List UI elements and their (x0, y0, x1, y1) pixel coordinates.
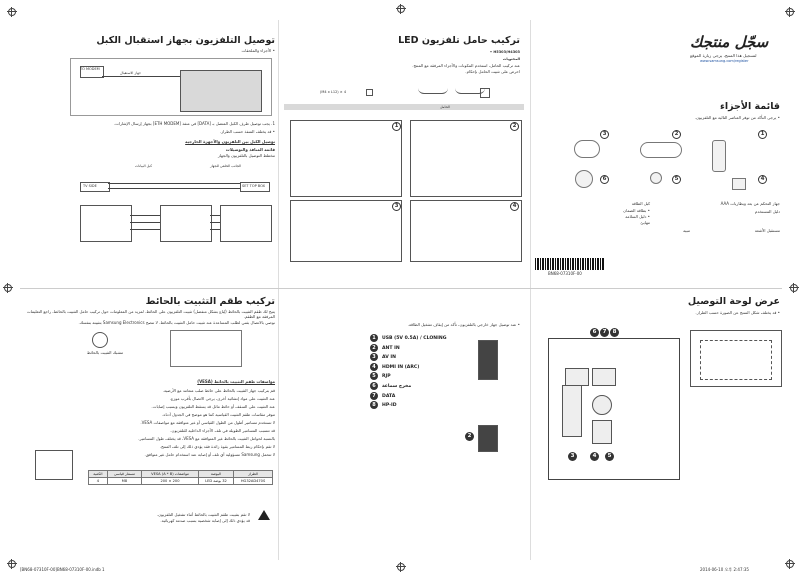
accessory-item: • بطاقة الضمان (623, 208, 650, 213)
port-name: USB (5V 0.5A) / CLONING (382, 336, 447, 341)
cable-label: الجانب الخلفي للجهاز (210, 164, 241, 168)
pin-wire (130, 215, 160, 216)
pc-subhead: توصيل الكبل بين التلفزيون والأجهزة الخارجية (185, 139, 275, 144)
stand-leg-icon (455, 88, 485, 94)
wall-bullet: لا تقم بإحكام ربط المسامير بقوة زائدة فقد يؤدي ذلك إلى تلف المنتج. (159, 444, 275, 449)
stand-bar-label: الحامل (440, 105, 450, 109)
screw-pack-icon (366, 89, 373, 96)
vesa-cell: 32 بوصة LED (198, 478, 233, 485)
pc-step: 1. يجب توصيل طرف الكبل المتصل بـ [DATA] في منفذ [ETH MODEM] بجهاز إرسال الإشارات. (113, 121, 275, 126)
pin-table (80, 205, 132, 242)
pc-subhead: قائمة المنافذ والتوصيلات (225, 147, 275, 152)
port-name: AV IN (382, 355, 396, 361)
step-number: 1 (392, 122, 401, 131)
vesa-cell: 200 × 200 (142, 478, 199, 485)
wall-bullet: عند التثبيت على مواد إنشائية أخرى، يرجى الاتصال بأقرب موزع. (169, 396, 275, 401)
callout-number: 8 (610, 328, 619, 337)
footer-right: 2014-06-10 오후 2:47:35 (700, 567, 749, 572)
accessory-item: جهاز التحكم عن بعد وبطاريات AAA (720, 201, 780, 206)
accessories-note: • يرجى التأكد من توفر العناصر التالية مع التلفزيون. (694, 115, 780, 120)
power-cable-icon (640, 142, 682, 158)
callout-number: 6 (590, 328, 599, 337)
cable-label: كبل البيانات (135, 164, 153, 168)
led-model: • H5303/H4303 (489, 50, 520, 54)
vesa-header: مواصفات VESA (A * B) (142, 471, 199, 478)
wall-mount-diagram (170, 330, 242, 367)
port-row (370, 334, 446, 344)
accessory-footer: مستقبل الأشعة (754, 228, 780, 233)
stand-leg-icon (418, 88, 448, 94)
port-name: HP-ID (382, 403, 397, 409)
led-note: احرص على تثبيت الحامل بإحكام. (465, 69, 520, 74)
side-panel-top (478, 340, 498, 380)
footer-left: [BN68-07310F-00]BN68-07310F-00.indb 1 (20, 567, 105, 572)
registration-mark (7, 7, 17, 17)
data-port (565, 368, 589, 386)
accessory-item: • دليل السلامة (625, 214, 650, 219)
barcode (535, 258, 605, 270)
step-number: 3 (392, 202, 401, 211)
register-logo: سجّل منتجك (690, 33, 769, 51)
modem-label: TO MODEM (80, 67, 100, 71)
pin-table (160, 205, 212, 242)
stand-step-diagram (410, 200, 522, 262)
led-note: عند تركيب الحامل، استخدم المكونات والأجزاء المرفقة مع المنتج. (412, 63, 520, 68)
callout-number: 3 (568, 452, 577, 461)
registration-mark (789, 283, 799, 293)
port-num: 5 (370, 372, 378, 380)
port-list (370, 334, 446, 411)
pin-wire (210, 215, 220, 216)
wall-bracket-icon (92, 332, 108, 348)
registration-mark (785, 7, 795, 17)
vesa-cell: HG32AD470S (234, 478, 273, 485)
item-number: 5 (672, 175, 681, 184)
pin-wire (130, 222, 160, 223)
panel-note-2: • عند توصيل جهاز خارجي بالتلفزيون، تأكد من إيقاف تشغيل الطاقة. (407, 322, 520, 327)
registration-mark (7, 559, 17, 569)
vesa-header: الطراز (234, 471, 273, 478)
cable-wire (108, 188, 240, 189)
step-number: 4 (510, 202, 519, 211)
av-in-port (562, 385, 582, 437)
registration-mark (396, 4, 406, 14)
wall-warning: لا تقم بتثبيت طقم التثبيت بالحائط أثناء تشغيل التلفزيون. (156, 512, 250, 517)
pc-step-note: • قد يختلف المنفذ حسب الطراز. (219, 129, 275, 134)
port-row (370, 353, 446, 363)
port-name: RJP (382, 374, 391, 380)
port-name: DATA (382, 393, 396, 399)
item-number: 4 (758, 175, 767, 184)
accessory-item: مهايئ (640, 220, 650, 225)
item-number: 1 (758, 130, 767, 139)
panel-note: • قد يختلف شكل المنتج عن الصورة حسب الطراز. (695, 310, 780, 315)
screws-label: (M4 x L12) × 4 (320, 90, 347, 94)
callout-number: 2 (465, 432, 474, 441)
wall-warning: قد يؤدي ذلك إلى إصابة شخصية بسبب صدمة كهربائية. (160, 518, 250, 523)
pin-wire (210, 222, 220, 223)
ant-in-port (592, 395, 612, 415)
wall-bullet: عند التثبيت على السقف أو حائط مائل قد يسقط التلفزيون ويسبب إصابات. (151, 404, 275, 409)
port-num: 7 (370, 392, 378, 400)
pc-title: توصيل التلفزيون بجهاز استقبال الكبل (96, 35, 275, 46)
vesa-table (88, 470, 273, 485)
fold-line (278, 20, 279, 560)
wall-bracket-label: مشبك التثبيت بالحائط (86, 350, 124, 355)
registration-mark (785, 559, 795, 569)
pin-wire (210, 229, 220, 230)
port-num: 4 (370, 363, 378, 371)
pc-note: • الأجزاء والملحقات (241, 48, 275, 53)
side-panel-bottom (478, 425, 498, 452)
pin-table (220, 205, 272, 242)
hp-id-port (592, 368, 616, 386)
stand-step-diagram (290, 120, 402, 197)
fold-line (530, 20, 531, 560)
accessories-title: قائمة الأجزاء (720, 101, 780, 112)
callout-number: 4 (590, 452, 599, 461)
vesa-cell: M8 (107, 478, 141, 485)
screw-icon (650, 172, 662, 184)
item-number: 3 (600, 130, 609, 139)
adapter-cable-icon (574, 140, 600, 158)
register-line: لتسجيل هذا المنتج، يرجى زيارة الموقع (690, 53, 757, 58)
wall-bullet: لا تتحمل Samsung مسؤولية أي تلف أو إصابة عند استخدام حامل غير متوافق. (144, 452, 275, 457)
barcode-text: BN68-07310F-00 (548, 271, 582, 276)
port-name: HDMI IN (ARC) (382, 364, 420, 370)
ir-receiver-icon (575, 170, 593, 188)
fold-line (20, 288, 782, 289)
stand-bar (284, 104, 524, 110)
vesa-diagram (35, 450, 73, 480)
port-name: ANT IN (382, 345, 400, 351)
item-number: 6 (600, 175, 609, 184)
vesa-header: مسمار قياسي (107, 471, 141, 478)
stand-step-diagram (290, 200, 402, 262)
port-row (370, 382, 446, 392)
tv-rear-panel (700, 340, 772, 380)
accessory-footer: تنبيه (683, 228, 690, 233)
step-number: 2 (510, 122, 519, 131)
registration-mark (396, 562, 406, 572)
port-label: TV SIDE (83, 184, 97, 188)
vesa-header-row (89, 471, 273, 478)
port-row (370, 363, 446, 373)
port-row (370, 392, 446, 402)
wall-paragraph: يتيح لك طقم التثبيت بالحائط (يُباع بشكل منفصل) تثبيت التلفزيون على الحائط. لمزيد من المعلومات حول تركيب حامل التثبيت بالحائط، راجع التعليمات المرفقة مع الطقم. (26, 309, 275, 319)
manual-icon (732, 178, 746, 190)
pc-subhead: مخطط التوصيل بالتلفزيون والجهاز (217, 153, 275, 158)
wall-bullet: قم بتركيب جهاز التثبيت بالحائط على حائط صلب متعامد مع الأرضية. (162, 388, 275, 393)
led-subhead: المحتويات (502, 57, 520, 61)
pin-wire (130, 229, 160, 230)
led-stand-title: تركيب حامل تلفزيون LED (398, 35, 520, 46)
wall-spec-head: مواصفات طقم التثبيت بالحائط (VESA) (197, 379, 275, 384)
tv-back-icon (180, 70, 262, 112)
callout-number: 7 (600, 328, 609, 337)
port-num: 2 (370, 344, 378, 352)
wall-bullet: قد تتسبب المسامير الطويلة في تلف الأجزاء الداخلية للتلفزيون. (170, 428, 275, 433)
port-row (370, 372, 446, 382)
panel-title: عرض لوحة التوصيل (687, 296, 780, 307)
vesa-cell: 4 (89, 478, 108, 485)
vesa-header: الكمية (89, 471, 108, 478)
wall-bullet: بالنسبة لحوامل التثبيت بالحائط غير المتوافقة مع VESA، قد يختلف طول المسامير. (138, 436, 275, 441)
cable-wire (108, 183, 240, 184)
remote-control-icon (712, 140, 726, 172)
item-number: 2 (672, 130, 681, 139)
port-num: 1 (370, 334, 378, 342)
wall-bullet: تتوفر مقاسات طقم التثبيت القياسية كما هو موضح في الجدول أدناه. (162, 412, 275, 417)
device-label: جهاز الاستقبال (120, 71, 142, 75)
port-num: 3 (370, 353, 378, 361)
hdmi-port (592, 420, 612, 444)
register-url[interactable]: www.samsung.com/register (700, 59, 749, 63)
port-row (370, 344, 446, 354)
port-label: SET TOP BOX (242, 184, 266, 188)
data-cable-wire (102, 76, 180, 77)
wall-paragraph: نوصي بالاتصال بفني لطلب المساعدة عند تثبيت حامل التثبيت بالحائط. لا تنصح Samsung Electronics بتثبيته بنفسك. (78, 320, 275, 325)
accessory-item: كبل الطاقة (631, 201, 650, 206)
accessory-item: دليل المستخدم (754, 209, 780, 214)
port-row (370, 401, 446, 411)
port-num: 6 (370, 382, 378, 390)
callout-number: 5 (605, 452, 614, 461)
warning-icon (258, 510, 270, 520)
port-name: مخرج سماعة (382, 383, 412, 389)
vesa-data-row (89, 478, 273, 485)
wall-bullet-list (20, 387, 275, 459)
wall-mount-title: تركيب طقم التثبيت بالحائط (145, 296, 275, 307)
stand-step-diagram (410, 120, 522, 197)
port-num: 8 (370, 401, 378, 409)
wall-bullet: لا تستخدم مسامير أطول من الطول القياسي أو غير متوافقة مع مواصفات VESA. (140, 420, 275, 425)
vesa-header: البوصة (198, 471, 233, 478)
registration-mark (3, 283, 13, 293)
